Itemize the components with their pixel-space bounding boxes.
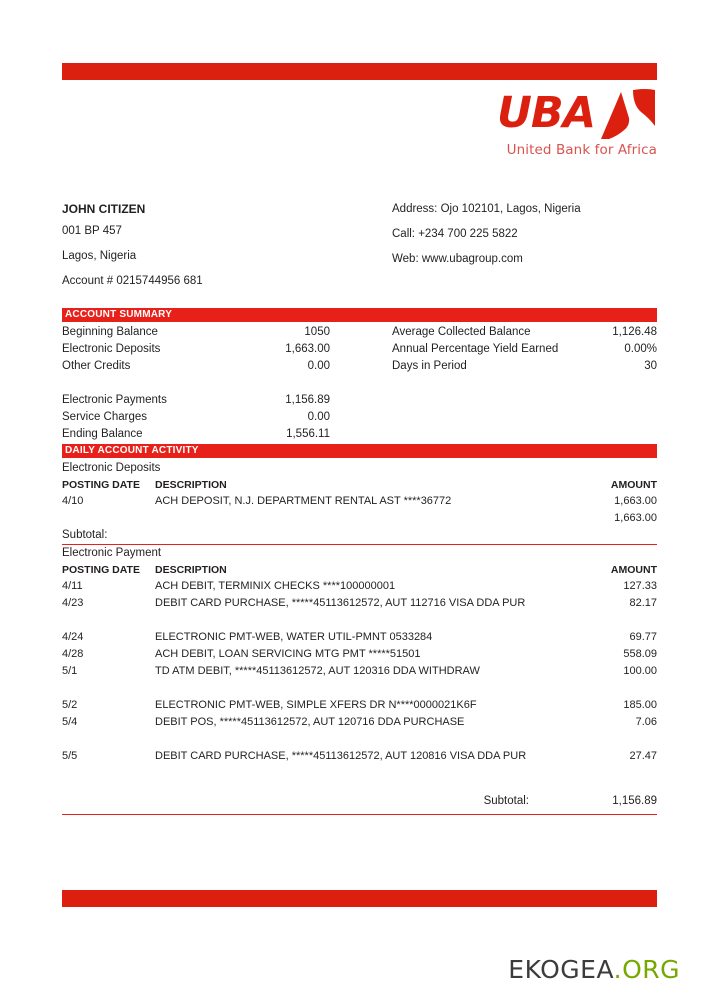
row-description: ACH DEBIT, TERMINIX CHECKS ****100000001 xyxy=(155,580,396,592)
summary-row xyxy=(392,341,657,358)
account-summary-right-column xyxy=(392,324,657,375)
row-amount: 185.00 xyxy=(623,699,657,711)
daily-activity-header: DAILY ACCOUNT ACTIVITY xyxy=(62,444,657,458)
table-row xyxy=(62,595,657,612)
parties-block xyxy=(62,200,657,290)
row-amount: 82.17 xyxy=(629,597,657,609)
customer-name: JOHN CITIZEN xyxy=(62,202,146,216)
row-description: ELECTRONIC PMT-WEB, SIMPLE XFERS DR N****0000021K6F xyxy=(155,699,477,711)
summary-row xyxy=(62,409,330,426)
row-date: 4/10 xyxy=(62,495,84,507)
account-summary-header: ACCOUNT SUMMARY xyxy=(62,308,657,322)
summary-row xyxy=(62,358,330,375)
account-number: Account # 0215744956 681 xyxy=(62,275,203,287)
summary-row xyxy=(62,392,330,409)
deposits-subtotal-label: Subtotal: xyxy=(62,529,108,541)
customer-block xyxy=(62,200,382,269)
column-header-amount: AMOUNT xyxy=(610,564,657,576)
bank-web: Web: www.ubagroup.com xyxy=(392,253,523,265)
row-amount: 1,663.00 xyxy=(614,495,657,507)
table-row xyxy=(62,714,657,731)
summary-value: 1,126.48 xyxy=(612,326,657,338)
row-amount: 127.33 xyxy=(623,580,657,592)
bottom-banner-bar xyxy=(62,890,657,907)
table-row xyxy=(62,663,657,680)
deposits-heading: Electronic Deposits xyxy=(62,462,161,474)
column-header-description: DESCRIPTION xyxy=(155,479,227,491)
row-date: 4/23 xyxy=(62,597,84,609)
summary-value: 1,663.00 xyxy=(285,343,330,355)
payments-subtotal-label: Subtotal: xyxy=(483,795,529,807)
uba-flame-icon xyxy=(599,88,657,140)
summary-value: 30 xyxy=(644,360,657,372)
deposits-table-header xyxy=(62,477,657,493)
row-description: DEBIT CARD PURCHASE, *****45113612572, AUT 120816 VISA DDA PUR xyxy=(155,750,527,762)
summary-label: Electronic Deposits xyxy=(62,343,161,355)
logo-tagline: United Bank for Africa xyxy=(506,142,657,158)
account-summary-body xyxy=(62,324,657,440)
summary-row xyxy=(62,324,330,341)
summary-value: 0.00 xyxy=(307,411,330,423)
summary-value: 0.00% xyxy=(624,343,657,355)
column-header-date: POSTING DATE xyxy=(62,479,140,491)
summary-row xyxy=(62,341,330,358)
row-amount: 7.06 xyxy=(635,716,657,728)
row-date: 4/24 xyxy=(62,631,84,643)
watermark-name: EKOGEA xyxy=(508,955,614,984)
row-date: 4/28 xyxy=(62,648,84,660)
row-description: DEBIT POS, *****45113612572, AUT 120716 DDA PURCHASE xyxy=(155,716,465,728)
uba-logo xyxy=(455,88,657,163)
table-row xyxy=(62,697,657,714)
bank-phone: Call: +234 700 225 5822 xyxy=(392,228,518,240)
row-amount: 558.09 xyxy=(623,648,657,660)
bank-address: Address: Ojo 102101, Lagos, Nigeria xyxy=(392,203,581,215)
row-description: DEBIT CARD PURCHASE, *****45113612572, AUT 112716 VISA DDA PUR xyxy=(155,597,526,609)
table-row xyxy=(62,748,657,765)
payments-subtotal-amount: 1,156.89 xyxy=(612,795,657,807)
table-row xyxy=(62,578,657,595)
table-row xyxy=(62,493,657,510)
column-header-amount: AMOUNT xyxy=(610,479,657,491)
top-banner-bar xyxy=(62,63,657,80)
summary-value: 1,156.89 xyxy=(285,394,330,406)
deposits-total-row xyxy=(62,510,657,527)
summary-label: Average Collected Balance xyxy=(392,326,531,338)
row-amount: 27.47 xyxy=(629,750,657,762)
summary-value: 0.00 xyxy=(307,360,330,372)
deposits-total-amount: 1,663.00 xyxy=(614,512,657,524)
summary-label: Electronic Payments xyxy=(62,394,167,406)
payments-subtotal-row xyxy=(62,793,657,810)
deposits-subtotal-row xyxy=(62,527,657,544)
row-amount: 100.00 xyxy=(623,665,657,677)
column-header-description: DESCRIPTION xyxy=(155,564,227,576)
row-date: 5/4 xyxy=(62,716,78,728)
row-date: 5/5 xyxy=(62,750,78,762)
summary-label: Ending Balance xyxy=(62,428,143,440)
row-date: 4/11 xyxy=(62,580,83,592)
payments-divider xyxy=(62,814,657,815)
account-summary-left-column xyxy=(62,324,330,443)
summary-value: 1,556.11 xyxy=(286,428,330,440)
row-description: ACH DEPOSIT, N.J. DEPARTMENT RENTAL AST ****36772 xyxy=(155,495,452,507)
row-description: ELECTRONIC PMT-WEB, WATER UTIL-PMNT 0533284 xyxy=(155,631,433,643)
ekogea-watermark xyxy=(508,955,680,984)
summary-label: Other Credits xyxy=(62,360,131,372)
logo-wordmark-text: UBA xyxy=(497,88,595,138)
column-header-date: POSTING DATE xyxy=(62,564,140,576)
summary-row xyxy=(392,358,657,375)
watermark-tld: .ORG xyxy=(613,955,680,984)
customer-address-line1: 001 BP 457 xyxy=(62,225,122,237)
row-date: 5/2 xyxy=(62,699,78,711)
summary-label: Beginning Balance xyxy=(62,326,158,338)
bank-contact-block xyxy=(392,200,657,272)
row-description: ACH DEBIT, LOAN SERVICING MTG PMT *****51501 xyxy=(155,648,421,660)
table-row xyxy=(62,646,657,663)
row-description: TD ATM DEBIT, *****45113612572, AUT 120316 DDA WITHDRAW xyxy=(155,665,480,677)
summary-row xyxy=(392,324,657,341)
row-date: 5/1 xyxy=(62,665,78,677)
summary-row xyxy=(62,426,330,443)
customer-address-line2: Lagos, Nigeria xyxy=(62,250,137,262)
summary-label: Service Charges xyxy=(62,411,148,423)
payments-table-header xyxy=(62,562,657,578)
summary-label: Days in Period xyxy=(392,360,467,372)
logo-wordmark-row xyxy=(455,88,657,140)
summary-label: Annual Percentage Yield Earned xyxy=(392,343,559,355)
table-row xyxy=(62,629,657,646)
daily-activity-body xyxy=(62,460,657,815)
payments-heading: Electronic Payment xyxy=(62,547,162,559)
summary-value: 1050 xyxy=(304,326,330,338)
row-amount: 69.77 xyxy=(629,631,657,643)
